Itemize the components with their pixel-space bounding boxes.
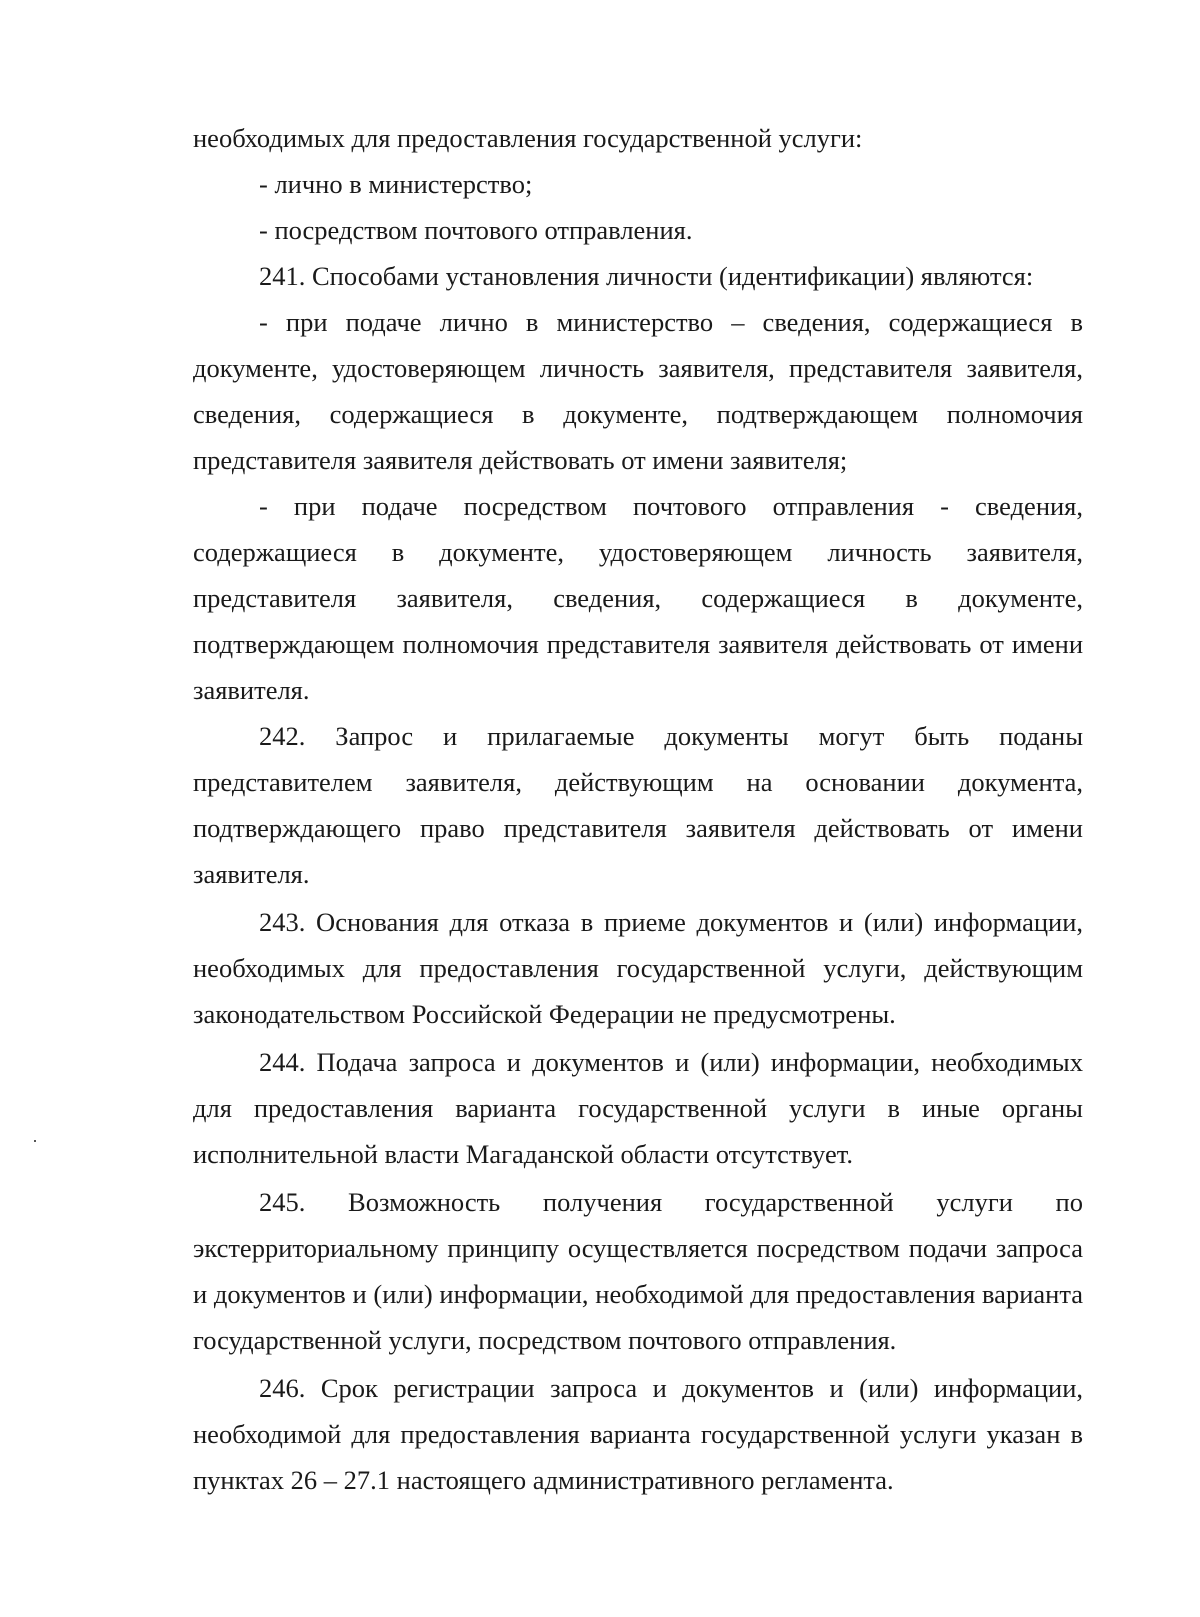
paragraph-241-in-person: - при подаче лично в министерство – сведения, содержащиеся в документе, удостоверяющем личность заявителя, представителя заявителя, сведения, содержащиеся в документе, подтверждающем полномочия представителя заявителя действовать от имени заявителя; bbox=[193, 307, 1083, 475]
paragraph-245: 245. Возможность получения государственной услуги по экстерриториальному принципу осуществляется посредством подачи запроса и документов и (или) информации, необходимой для предоставления варианта государственной услуги, посредством почтового отправления. bbox=[193, 1187, 1083, 1355]
paragraph-242: 242. Запрос и прилагаемые документы могут быть поданы представителем заявителя, действующим на основании документа, подтверждающего право представителя заявителя действовать от имени заявителя. bbox=[193, 721, 1083, 889]
paragraph-241-by-mail: - при подаче посредством почтового отправления - сведения, содержащиеся в документе, удостоверяющем личность заявителя, представителя заявителя, сведения, содержащиеся в документе, подтверждающем полномочия представителя заявителя действовать от имени заявителя. bbox=[193, 491, 1083, 705]
scan-artifact-dot bbox=[34, 1140, 36, 1142]
paragraph-244: 244. Подача запроса и документов и (или) информации, необходимых для предоставления варианта государственной услуги в иные органы исполнительной власти Магаданской области отсутствует. bbox=[193, 1047, 1083, 1169]
list-item-in-person: - лично в министерство; bbox=[259, 169, 533, 199]
paragraph-241: 241. Способами установления личности (идентификации) являются: bbox=[259, 261, 1034, 291]
paragraph-243: 243. Основания для отказа в приеме документов и (или) информации, необходимых для предоставления государственной услуги, действующим законодательством Российской Федерации не предусмотрены. bbox=[193, 907, 1083, 1029]
list-item-by-mail: - посредством почтового отправления. bbox=[259, 215, 693, 245]
paragraph-246: 246. Срок регистрации запроса и документов и (или) информации, необходимой для предоставления варианта государственной услуги указан в пунктах 26 – 27.1 настоящего административного регламента. bbox=[193, 1373, 1083, 1495]
paragraph-continuation: необходимых для предоставления государственной услуги: bbox=[193, 123, 863, 153]
document-body bbox=[193, 115, 1083, 1503]
